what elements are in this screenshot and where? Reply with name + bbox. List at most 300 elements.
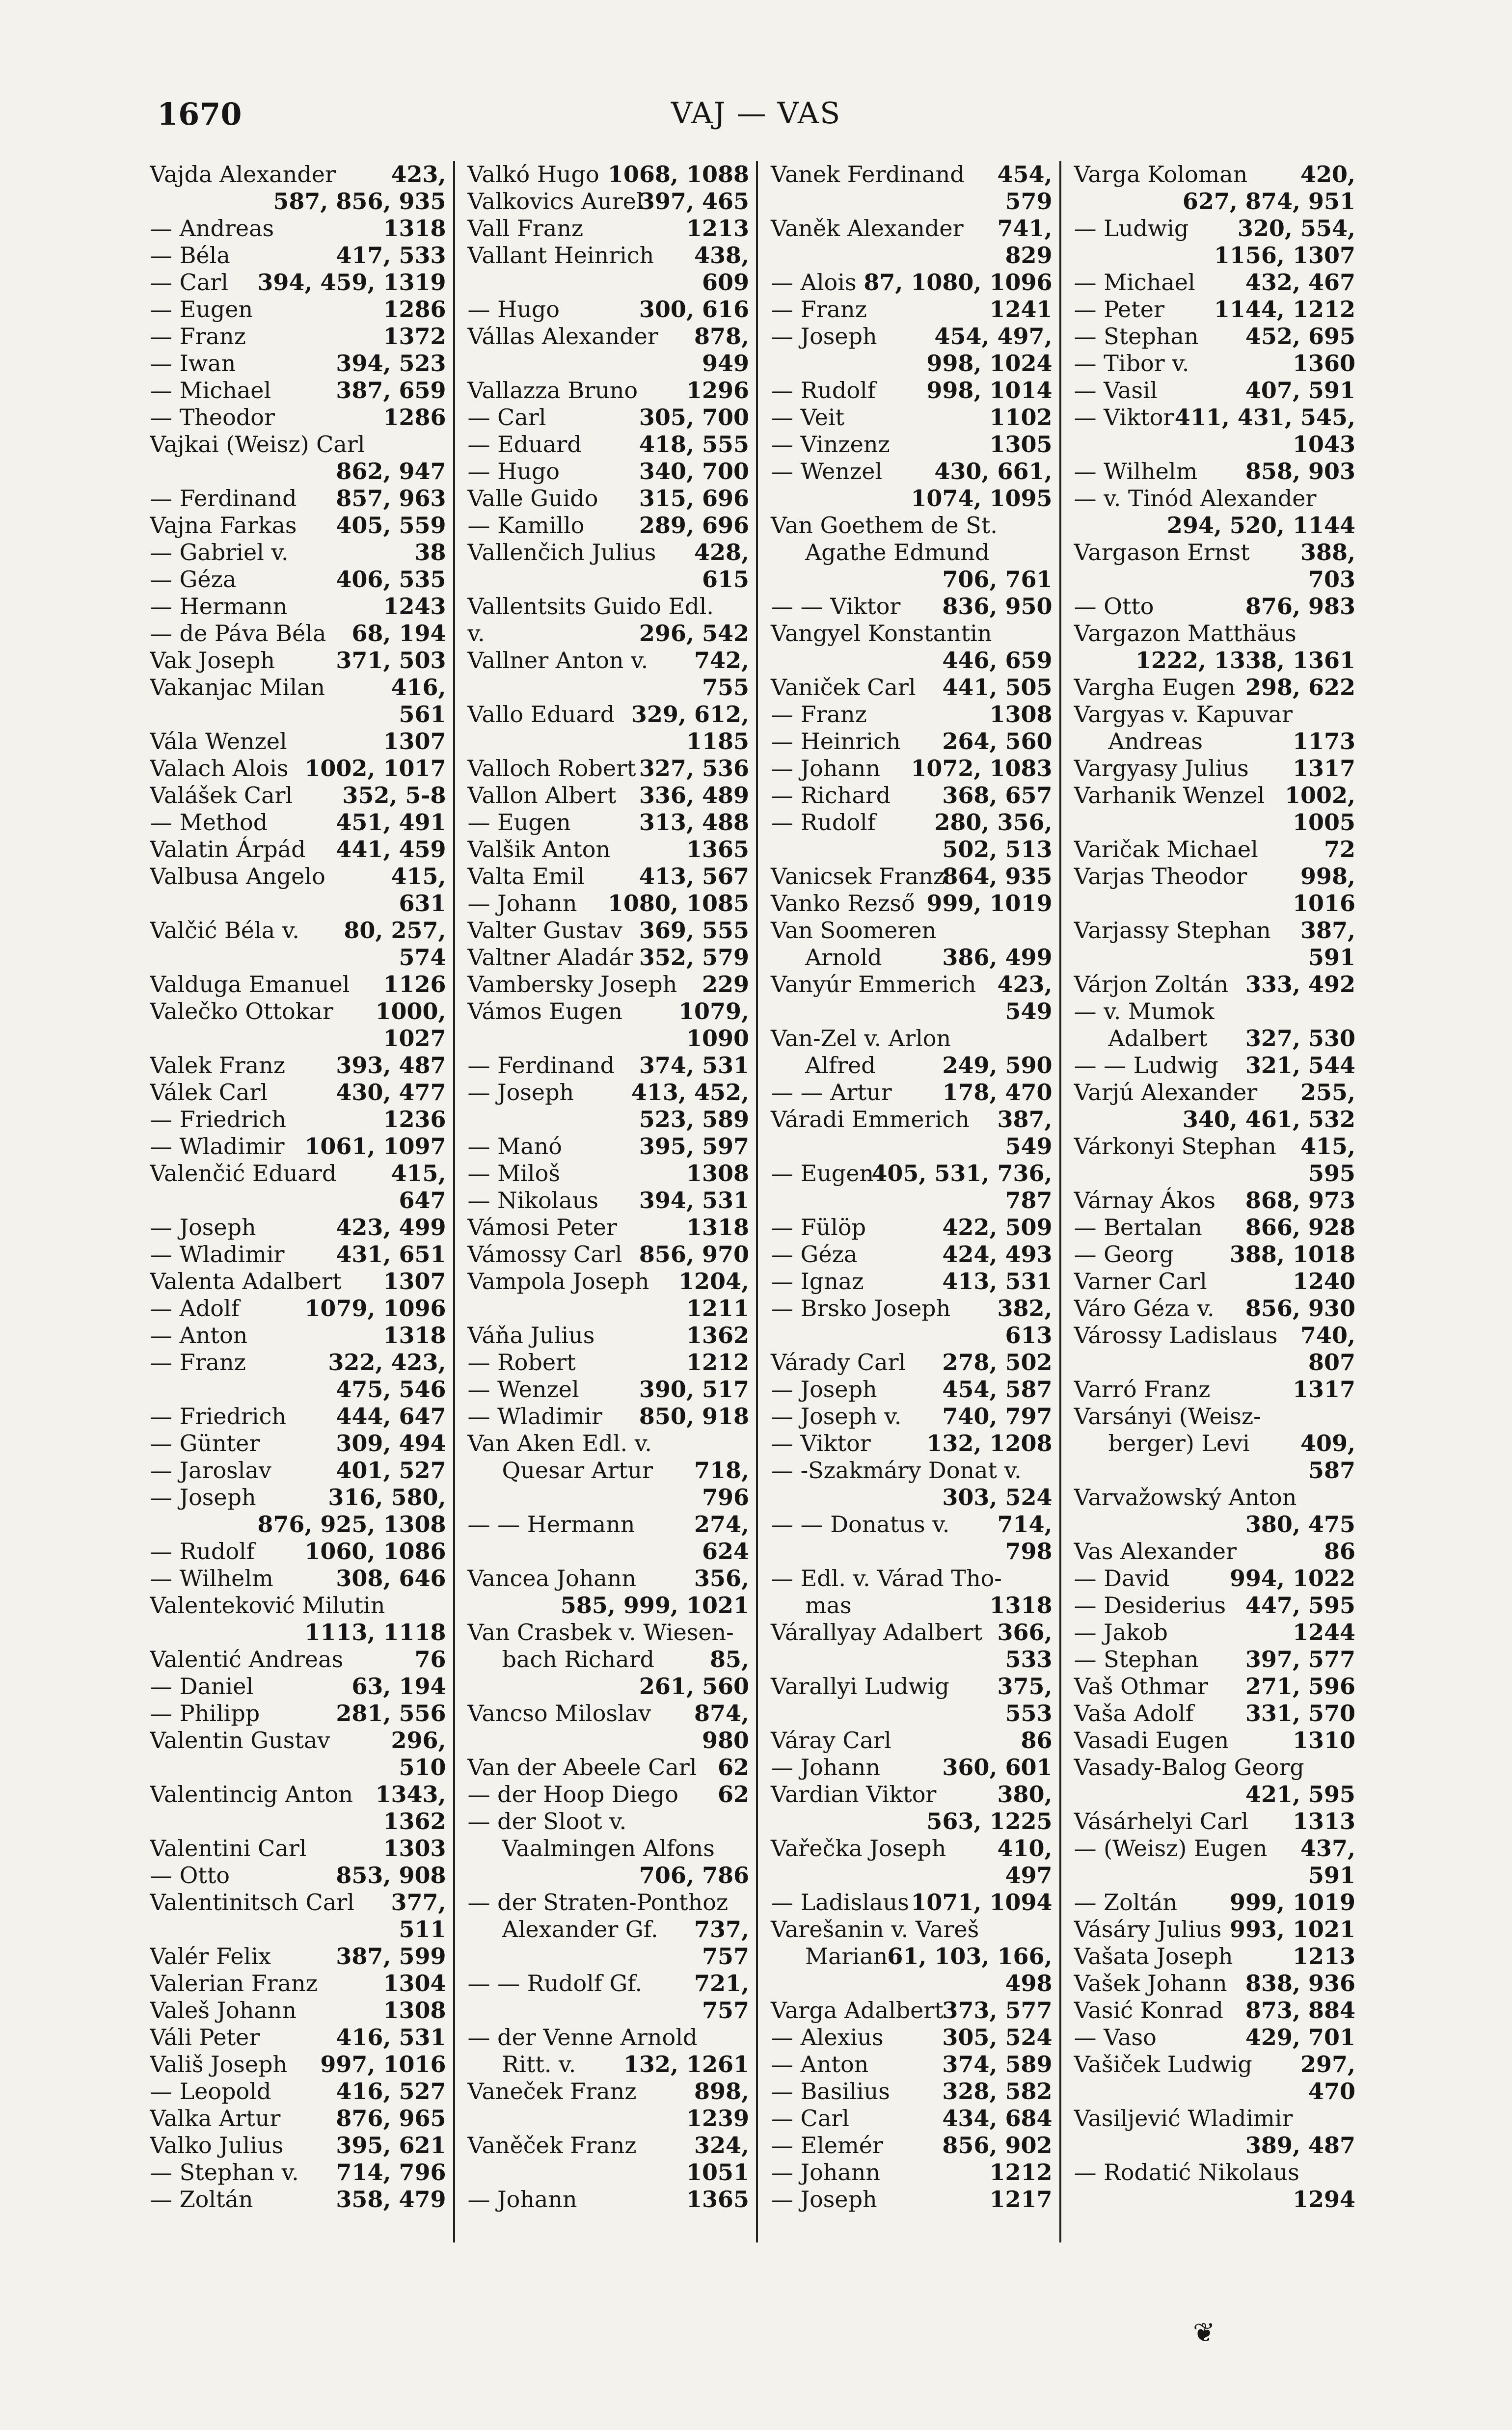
entry-name: Andreas — [1108, 728, 1203, 755]
entry-name: — Brsko Joseph — [771, 1295, 951, 1322]
page-refs: 798 — [1005, 1538, 1053, 1565]
page-refs: 297, — [1300, 2051, 1355, 2078]
directory-entry — [771, 863, 1053, 890]
column-1 — [150, 161, 453, 2242]
entry-name: Vašek Johann — [1074, 1970, 1227, 1997]
page-refs: 1318 — [383, 215, 446, 242]
entry-name: — Philipp — [150, 1700, 260, 1727]
entry-continuation — [1074, 188, 1356, 215]
directory-entry — [1074, 350, 1356, 377]
directory-entry — [771, 1511, 1053, 1538]
directory-entry — [1074, 1241, 1356, 1268]
directory-entry — [771, 1025, 1053, 1052]
page-refs: 574 — [399, 944, 446, 971]
page-refs: 1303 — [383, 1835, 446, 1862]
directory-entry — [771, 944, 1053, 971]
directory-entry — [468, 1214, 750, 1241]
page-refs: 430, 661, — [934, 458, 1053, 485]
page-refs: 274, — [694, 1511, 749, 1538]
page-refs: 1240 — [1292, 1268, 1355, 1295]
directory-entry — [150, 1565, 446, 1592]
directory-entry — [150, 620, 446, 647]
entry-name: — Tibor v. — [1074, 350, 1189, 377]
entry-continuation — [1074, 512, 1356, 539]
page-refs: 438, — [694, 242, 749, 269]
directory-entry — [150, 1241, 446, 1268]
entry-continuation — [1074, 431, 1356, 458]
page-refs: 1079, — [678, 998, 749, 1025]
entry-name: — Wenzel — [467, 1376, 579, 1403]
entry-continuation — [771, 242, 1053, 269]
entry-name: Váradi Emmerich — [771, 1106, 970, 1133]
entry-name: — Wilhelm — [150, 1565, 273, 1592]
entry-name: — Eugen — [467, 809, 571, 836]
entry-continuation — [468, 1997, 750, 2024]
page-refs: 475, 546 — [336, 1376, 446, 1403]
entry-name: Vargazon Matthäus — [1074, 620, 1296, 647]
entry-name: Vargason Ernst — [1074, 539, 1250, 566]
page-refs: 401, 527 — [336, 1457, 446, 1484]
directory-entry — [1074, 1052, 1356, 1079]
directory-entry — [150, 242, 446, 269]
entry-name: — Anton — [771, 2051, 869, 2078]
page-refs: 87, 1080, 1096 — [864, 269, 1053, 296]
page-refs: 615 — [702, 566, 749, 593]
entry-name: — — Artur — [771, 1079, 892, 1106]
entry-name: — Friedrich — [150, 1106, 286, 1133]
entry-name: Vaněček Franz — [467, 2132, 637, 2159]
entry-name: — Anton — [150, 1322, 248, 1349]
entry-name: — Adolf — [150, 1295, 240, 1322]
directory-entry — [150, 755, 446, 782]
entry-name: Vámossy Carl — [467, 1241, 622, 1268]
page-refs: 741, — [997, 215, 1053, 242]
page-refs: 63, 194 — [351, 1673, 446, 1700]
directory-entry — [1074, 1592, 1356, 1619]
entry-name: — Veit — [771, 404, 845, 431]
directory-entry — [468, 1970, 750, 1997]
page-refs: 755 — [702, 674, 749, 701]
directory-entry — [150, 1214, 446, 1241]
page-refs: 1365 — [686, 2186, 749, 2213]
directory-entry — [150, 1943, 446, 1970]
entry-name: Valenta Adalbert — [150, 1268, 342, 1295]
entry-name: — Rudolf — [150, 1538, 255, 1565]
page-refs: 375, — [997, 1673, 1053, 1700]
page-refs: 421, 595 — [1245, 1781, 1355, 1808]
index-columns — [150, 161, 1362, 2242]
page-refs: 1308 — [989, 701, 1053, 728]
page-refs: 366, — [997, 1619, 1053, 1646]
page-refs: 1239 — [686, 2105, 749, 2132]
entry-name: Varešanin v. Vareš — [771, 1916, 979, 1943]
directory-entry — [468, 242, 750, 269]
entry-name: Valko Julius — [150, 2132, 284, 2159]
page-refs: 998, 1024 — [926, 350, 1053, 377]
entry-name: — Joseph — [150, 1214, 256, 1241]
page-refs: 280, 356, — [934, 809, 1053, 836]
entry-name: Valerian Franz — [150, 1970, 318, 1997]
page-refs: 452, 695 — [1245, 323, 1355, 350]
directory-entry — [468, 1268, 750, 1295]
directory-entry — [771, 1106, 1053, 1133]
directory-entry — [1074, 917, 1356, 944]
page-refs: 1090 — [686, 1025, 749, 1052]
entry-name: Váli Peter — [150, 2024, 260, 2051]
entry-name: — Georg — [1074, 1241, 1174, 1268]
directory-entry — [468, 1916, 750, 1943]
entry-name: Valentini Carl — [150, 1835, 307, 1862]
directory-entry — [150, 1484, 446, 1511]
entry-name: Vála Wenzel — [150, 728, 287, 755]
directory-entry — [150, 1997, 446, 2024]
directory-entry — [150, 161, 446, 188]
page-refs: 1310 — [1292, 1727, 1355, 1754]
page-refs: 395, 597 — [639, 1133, 749, 1160]
directory-entry — [1074, 971, 1356, 998]
entry-name: — Carl — [771, 2105, 849, 2132]
page-refs: 1286 — [383, 296, 446, 323]
entry-continuation — [771, 647, 1053, 674]
directory-entry — [771, 1079, 1053, 1106]
entry-name: — v. Mumok — [1074, 998, 1215, 1025]
entry-name: Vaneček Franz — [467, 2078, 637, 2105]
page-refs: 410, — [997, 1835, 1053, 1862]
entry-name: — Jaroslav — [150, 1457, 271, 1484]
page-refs: 993, 1021 — [1229, 1916, 1355, 1943]
directory-entry — [1074, 1079, 1356, 1106]
entry-name: — — Donatus v. — [771, 1511, 950, 1538]
directory-entry — [150, 1457, 446, 1484]
entry-name: — Johann — [467, 890, 577, 917]
entry-continuation — [771, 1646, 1053, 1673]
entry-continuation — [1074, 944, 1356, 971]
page-refs: 377, — [391, 1889, 446, 1916]
directory-entry — [1074, 485, 1356, 512]
directory-entry — [771, 620, 1053, 647]
directory-entry — [150, 1781, 446, 1808]
entry-name: Vaalmingen Alfons — [502, 1835, 715, 1862]
page-refs: 405, 531, 736, — [871, 1160, 1053, 1187]
entry-name: — Hugo — [467, 458, 560, 485]
entry-continuation — [468, 2105, 750, 2132]
directory-entry — [771, 2105, 1053, 2132]
page-refs: 415, — [391, 1160, 446, 1187]
page-refs: 422, 509 — [942, 1214, 1053, 1241]
entry-name: Várallyay Adalbert — [771, 1619, 983, 1646]
directory-entry — [771, 782, 1053, 809]
directory-entry — [468, 1835, 750, 1862]
entry-name: Vajkai (Weisz) Carl — [150, 431, 365, 458]
page-refs: 1060, 1086 — [304, 1538, 446, 1565]
directory-entry — [150, 728, 446, 755]
page-refs: 395, 621 — [336, 2132, 446, 2159]
entry-name: — Hugo — [467, 296, 560, 323]
directory-entry — [771, 890, 1053, 917]
entry-name: Valek Franz — [150, 1052, 286, 1079]
entry-continuation — [150, 1376, 446, 1403]
page-refs: 417, 533 — [336, 242, 446, 269]
entry-name: — Andreas — [150, 215, 274, 242]
entry-name: Valduga Emanuel — [150, 971, 350, 998]
page-refs: 300, 616 — [639, 296, 749, 323]
directory-entry — [771, 1754, 1053, 1781]
page-refs: 358, 479 — [336, 2186, 446, 2213]
directory-entry — [771, 1403, 1053, 1430]
page-refs: 1360 — [1292, 350, 1355, 377]
page-refs: 1286 — [383, 404, 446, 431]
page-refs: 80, 257, — [344, 917, 446, 944]
page-refs: 373, 577 — [942, 1997, 1053, 2024]
page-refs: 389, 487 — [1245, 2132, 1355, 2159]
directory-entry — [468, 1322, 750, 1349]
entry-name: Alexander Gf. — [502, 1916, 658, 1943]
directory-entry — [150, 1700, 446, 1727]
page-refs: 393, 487 — [336, 1052, 446, 1079]
entry-name: — Günter — [150, 1430, 260, 1457]
entry-name: — Wladimir — [150, 1133, 285, 1160]
directory-entry — [468, 998, 750, 1025]
entry-name: — Joseph v. — [771, 1403, 902, 1430]
entry-continuation — [1074, 242, 1356, 269]
page-refs: 369, 555 — [639, 917, 749, 944]
entry-name: — Johann — [771, 2159, 881, 2186]
page-refs: 352, 579 — [639, 944, 749, 971]
page-refs: 61, 103, 166, — [887, 1943, 1053, 1970]
entry-name: — der Sloot v. — [467, 1808, 627, 1835]
directory-entry — [150, 269, 446, 296]
directory-entry — [468, 1376, 750, 1403]
page-refs: 1362 — [383, 1808, 446, 1835]
directory-entry — [1074, 2051, 1356, 2078]
page-refs: 1308 — [686, 1160, 749, 1187]
page-refs: 424, 493 — [942, 1241, 1053, 1268]
entry-name: Várossy Ladislaus — [1074, 1322, 1278, 1349]
entry-name: Marian — [805, 1943, 888, 1970]
page-refs: 553 — [1005, 1700, 1053, 1727]
entry-continuation — [1074, 2078, 1356, 2105]
entry-name: Valach Alois — [150, 755, 289, 782]
entry-name: — Ferdinand — [467, 1052, 615, 1079]
directory-entry — [468, 2132, 750, 2159]
entry-continuation — [1074, 1862, 1356, 1889]
entry-continuation — [1074, 890, 1356, 917]
directory-entry — [468, 1808, 750, 1835]
page-refs: 431, 651 — [336, 1241, 446, 1268]
page-refs: 451, 491 — [336, 809, 446, 836]
entry-name: — Viktor — [771, 1430, 871, 1457]
entry-name: — Stephan — [1074, 1646, 1199, 1673]
page-refs: 864, 935 — [942, 863, 1053, 890]
page-refs: 68, 194 — [351, 620, 446, 647]
page-refs: 1307 — [383, 1268, 446, 1295]
page-refs: 132, 1261 — [623, 2051, 749, 2078]
entry-name: Varner Carl — [1074, 1268, 1207, 1295]
page-refs: 1016 — [1292, 890, 1355, 917]
directory-entry — [150, 1862, 446, 1889]
page-refs: 444, 647 — [336, 1403, 446, 1430]
page-refs: 1318 — [989, 1592, 1053, 1619]
entry-continuation — [771, 1862, 1053, 1889]
page-refs: 374, 531 — [639, 1052, 749, 1079]
page-refs: 511 — [399, 1916, 446, 1943]
entry-name: — Franz — [150, 1349, 246, 1376]
page-refs: 740, — [1300, 1322, 1355, 1349]
directory-entry — [1074, 1619, 1356, 1646]
entry-name: Vanyúr Emmerich — [771, 971, 976, 998]
page-refs: 1294 — [1292, 2186, 1355, 2213]
directory-entry — [1074, 593, 1356, 620]
page-refs: 549 — [1005, 1133, 1053, 1160]
entry-continuation — [1074, 1511, 1356, 1538]
page-refs: 898, — [694, 2078, 749, 2105]
entry-name: — Eduard — [467, 431, 582, 458]
directory-entry — [1074, 2024, 1356, 2051]
entry-continuation — [1074, 809, 1356, 836]
entry-name: bach Richard — [502, 1646, 654, 1673]
directory-entry — [771, 917, 1053, 944]
entry-name: v. — [467, 620, 485, 647]
entry-continuation — [771, 1538, 1053, 1565]
directory-entry — [468, 809, 750, 836]
directory-entry — [1074, 1538, 1356, 1565]
entry-continuation — [150, 1511, 446, 1538]
entry-name: — Stephan — [1074, 323, 1199, 350]
page-refs: 382, — [997, 1295, 1053, 1322]
entry-continuation — [468, 1025, 750, 1052]
entry-name: — Béla — [150, 242, 230, 269]
page-refs: 321, 544 — [1245, 1052, 1355, 1079]
page-refs: 340, 461, 532 — [1182, 1106, 1355, 1133]
page-refs: 853, 908 — [336, 1862, 446, 1889]
entry-continuation — [150, 890, 446, 917]
directory-entry — [468, 1349, 750, 1376]
directory-entry — [1074, 836, 1356, 863]
page-refs: 86 — [1323, 1538, 1355, 1565]
page-refs: 416, 527 — [336, 2078, 446, 2105]
entry-name: — Rudolf — [771, 809, 876, 836]
entry-name: — Wenzel — [771, 458, 883, 485]
directory-entry — [771, 2186, 1053, 2213]
entry-name: — Vaso — [1074, 2024, 1157, 2051]
directory-entry — [150, 2024, 446, 2051]
entry-name: Valle Guido — [467, 485, 598, 512]
page-refs: 533 — [1005, 1646, 1053, 1673]
entry-name: — Heinrich — [771, 728, 901, 755]
entry-continuation — [468, 1106, 750, 1133]
page-refs: 413, 452, — [631, 1079, 749, 1106]
page-refs: 587 — [1308, 1457, 1355, 1484]
directory-entry — [468, 458, 750, 485]
entry-name: — Kamillo — [467, 512, 585, 539]
directory-entry — [468, 1133, 750, 1160]
directory-entry — [150, 971, 446, 998]
directory-entry — [1074, 458, 1356, 485]
page-refs: 836, 950 — [942, 593, 1053, 620]
page-refs: 352, 5‑8 — [342, 782, 446, 809]
page-refs: 72 — [1323, 836, 1355, 863]
entry-continuation — [150, 1025, 446, 1052]
entry-name: — Stephan v. — [150, 2159, 299, 2186]
entry-name: Vall Franz — [467, 215, 584, 242]
directory-entry — [468, 2024, 750, 2051]
page-refs: 333, 492 — [1245, 971, 1355, 998]
page-refs: 178, 470 — [942, 1079, 1053, 1106]
directory-entry — [771, 1160, 1053, 1187]
directory-entry — [771, 1241, 1053, 1268]
directory-entry — [1074, 1376, 1356, 1403]
page-refs: 1080, 1085 — [607, 890, 749, 917]
page-refs: 308, 646 — [336, 1565, 446, 1592]
directory-entry — [1074, 1808, 1356, 1835]
directory-entry — [1074, 2105, 1356, 2132]
directory-entry — [468, 620, 750, 647]
entry-name: — — Rudolf Gf. — [467, 1970, 643, 1997]
entry-name: Valbusa Angelo — [150, 863, 325, 890]
page-refs: 949 — [702, 350, 749, 377]
entry-name: — Joseph — [771, 1376, 877, 1403]
entry-continuation — [1074, 647, 1356, 674]
page-refs: 271, 596 — [1245, 1673, 1355, 1700]
entry-name: — Alexius — [771, 2024, 884, 2051]
entry-name: — Peter — [1074, 296, 1164, 323]
page-refs: 1000, — [375, 998, 446, 1025]
entry-name: Vaniček Carl — [771, 674, 916, 701]
page-refs: 850, 918 — [639, 1403, 749, 1430]
directory-entry — [1074, 728, 1356, 755]
entry-name: Adalbert — [1108, 1025, 1208, 1052]
entry-name: — Franz — [771, 296, 867, 323]
directory-entry — [150, 809, 446, 836]
directory-entry — [1074, 215, 1356, 242]
directory-entry — [771, 2078, 1053, 2105]
page-refs: 1313 — [1292, 1808, 1355, 1835]
entry-name: Ritt. v. — [502, 2051, 576, 2078]
page-refs: 322, 423, — [328, 1349, 446, 1376]
entry-continuation — [1074, 1349, 1356, 1376]
directory-entry — [150, 863, 446, 890]
printer-ornament-icon: ❦ — [1193, 2317, 1215, 2348]
entry-name: — Otto — [150, 1862, 230, 1889]
directory-entry — [771, 1349, 1053, 1376]
directory-entry — [771, 701, 1053, 728]
directory-entry — [1074, 1565, 1356, 1592]
entry-name: — Zoltán — [1074, 1889, 1178, 1916]
directory-entry — [468, 1241, 750, 1268]
page-refs: 624 — [702, 1538, 749, 1565]
page-refs: 858, 903 — [1245, 458, 1355, 485]
page-refs: 1244 — [1292, 1619, 1355, 1646]
entry-continuation — [150, 1808, 446, 1835]
directory-entry — [150, 1322, 446, 1349]
page-refs: 360, 601 — [942, 1754, 1053, 1781]
page-refs: 1074, 1095 — [911, 485, 1053, 512]
entry-name: — Zoltán — [150, 2186, 253, 2213]
directory-entry — [150, 2159, 446, 2186]
page-refs: 1002, 1017 — [304, 755, 446, 782]
page-refs: 862, 947 — [336, 458, 446, 485]
entry-name: — der Venne Arnold — [467, 2024, 698, 2051]
entry-name: — Ludwig — [1074, 215, 1189, 242]
entry-name: Valšik Anton — [467, 836, 611, 863]
page-refs: 249, 590 — [942, 1052, 1053, 1079]
page-refs: 132, 1208 — [926, 1430, 1053, 1457]
entry-continuation — [468, 728, 750, 755]
directory-entry — [1074, 863, 1356, 890]
entry-continuation — [468, 566, 750, 593]
page-refs: 737, — [694, 1916, 749, 1943]
page-refs: 1126 — [383, 971, 446, 998]
